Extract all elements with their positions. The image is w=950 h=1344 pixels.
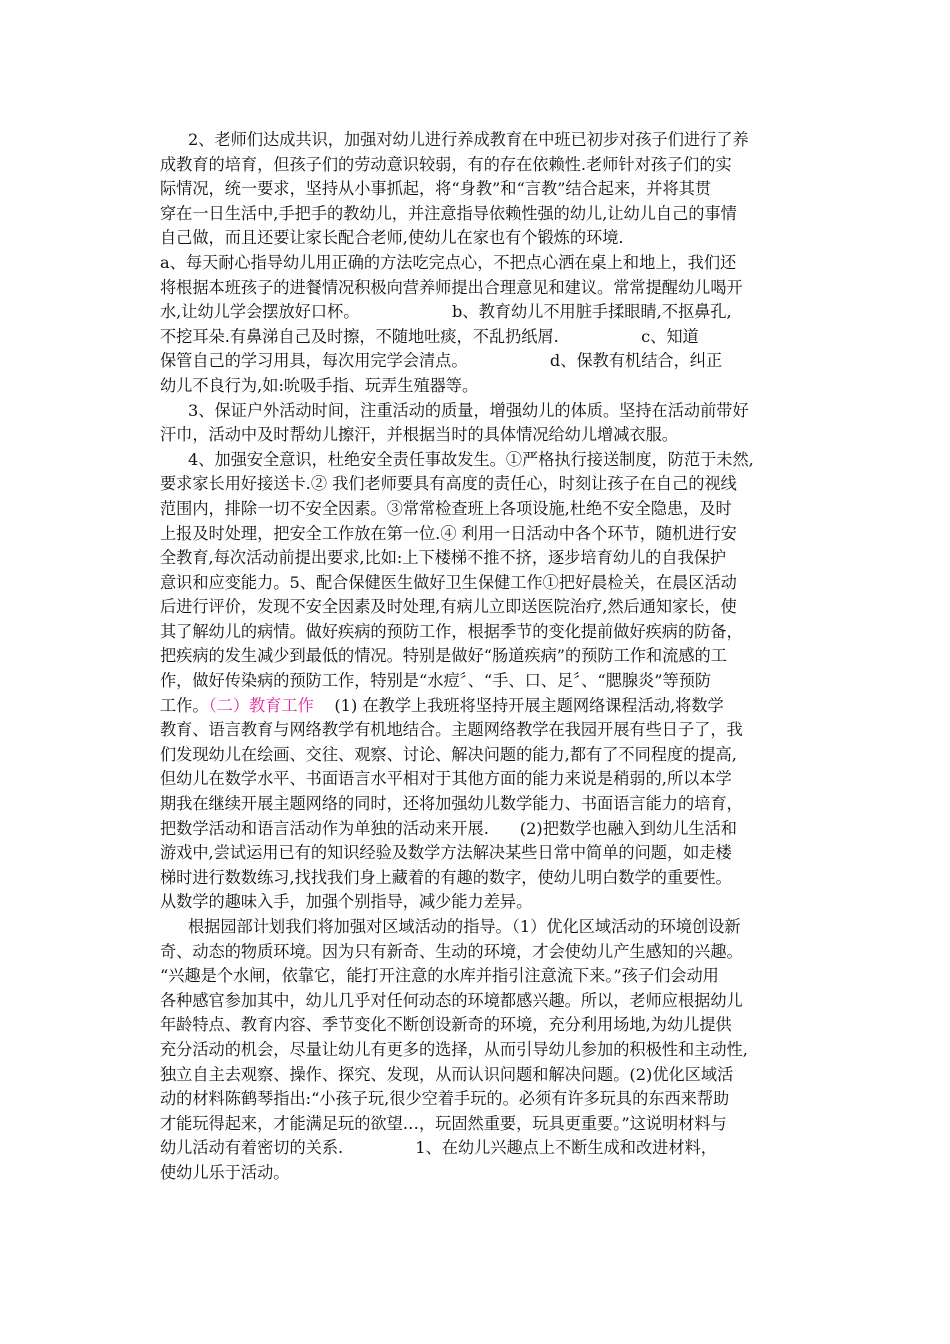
- text-line: 全教育,每次活动前提出要求,比如:上下楼梯不推不挤，逐步培育幼儿的自我保护: [160, 548, 727, 568]
- document-body: [160, 128, 810, 1186]
- text-segment: (1) 在教学上我班将坚持开展主题网络课程活动,将数学: [313, 695, 724, 715]
- text-line: 幼儿不良行为,如:吮吸手指、玩弄生殖器等。: [160, 375, 479, 395]
- text-line: 范围内，排除一切不安全因素。③常常检查班上各项设施,杜绝不安全隐患，及时: [160, 498, 732, 518]
- text-line: 充分活动的机会，尽量让幼儿有更多的选择，从而引导幼儿参加的积极性和主动性,: [160, 1039, 748, 1059]
- text-line: 使幼儿乐于活动。: [160, 1162, 290, 1182]
- text-segment: 工作。: [160, 695, 209, 715]
- text-line: 4、加强安全意识，杜绝安全责任事故发生。①严格执行接送制度，防范于未然,: [188, 449, 754, 469]
- text-line: 不挖耳朵.有鼻涕自己及时擦，不随地吐痰，不乱扔纸屑. c、知道: [160, 326, 699, 346]
- text-line: 奇、动态的物质环境。因为只有新奇、生动的环境，才会使幼儿产生感知的兴趣。: [160, 941, 743, 961]
- text-line: 际情况，统一要求，坚持从小事抓起，将“身教”和“言教”结合起来，并将其贯: [160, 179, 712, 199]
- text-line: 教育、语言教育与网络教学有机地结合。主题网络教学在我园开展有些日子了，我: [160, 720, 743, 740]
- text-line: a、每天耐心指导幼儿用正确的方法吃完点心，不把点心洒在桌上和地上，我们还: [160, 252, 737, 272]
- text-line: 梯时进行数数练习,找找我们身上藏着的有趣的数字，使幼儿明白数学的重要性。: [160, 867, 732, 887]
- text-line: 们发现幼儿在绘画、交往、观察、讨论、解决问题的能力,都有了不同程度的提高,: [160, 744, 737, 764]
- text-line: 期我在继续开展主题网络的同时，还将加强幼儿数学能力、书面语言能力的培育，: [160, 794, 743, 814]
- text-line: 从数学的趣味入手，加强个别指导，减少能力差异。: [160, 892, 533, 912]
- text-line: 成教育的培育，但孩子们的劳动意识较弱，有的存在依赖性.老师针对孩子们的实: [160, 154, 732, 174]
- text-line: 穿在一日生活中,手把手的教幼儿，并注意指导依赖性强的幼儿,让幼儿自己的事情: [160, 203, 737, 223]
- text-line: 水,让幼儿学会摆放好口杯。 b、教育幼儿不用脏手揉眼睛,不抠鼻孔,: [160, 302, 732, 322]
- text-line: 将根据本班孩子的进餐情况积极向营养师提出合理意见和建议。常常提醒幼儿喝开: [160, 277, 743, 297]
- text-line: 把疾病的发生减少到最低的情况。特别是做好“肠道疾病”的预防工作和流感的工: [160, 646, 727, 666]
- text-line: 意识和应变能力。5、配合保健医生做好卫生保健工作①把好晨检关，在晨区活动: [160, 572, 737, 592]
- text-line: 动的材料陈鹤琴指出:“小孩子玩,很少空着手玩的。必须有许多玩具的东西来帮助: [160, 1089, 730, 1109]
- text-line: 自己做，而且还要让家长配合老师,使幼儿在家也有个锻炼的环境.: [160, 228, 624, 248]
- text-line: 保管自己的学习用具，每次用完学会清点。 d、保教有机结合，纠正: [160, 351, 723, 371]
- text-line: 上报及时处理，把安全工作放在第一位.④ 利用一日活动中各个环节，随机进行安: [160, 523, 737, 543]
- text-line: 后进行评价，发现不安全因素及时处理,有病儿立即送医院治疗,然后通知家长，使: [160, 597, 737, 617]
- text-line: 根据园部计划我们将加强对区域活动的指导。（1）优化区域活动的环境创设新: [188, 917, 741, 936]
- text-line-with-heading: [160, 694, 810, 719]
- text-line: 作，做好传染病的预防工作，特别是“水痘〞、“手、口、足〞、“腮腺炎”等预防: [160, 671, 712, 691]
- text-line: 才能玩得起来，才能满足玩的欲望…，玩固然重要，玩具更重要。”这说明材料与: [160, 1113, 727, 1133]
- text-line: 把数学活动和语言活动作为单独的活动来开展. (2)把数学也融入到幼儿生活和: [160, 818, 737, 838]
- section-heading-education: （二）教育工作: [208, 695, 314, 715]
- text-line: 2、老师们达成共识，加强对幼儿进行养成教育在中班已初步对孩子们进行了养: [188, 130, 749, 149]
- text-line: “兴趣是个水闸，依靠它，能打开注意的水库并指引注意流下来。”孩子们会动用: [160, 966, 719, 986]
- text-line: 但幼儿在数学水平、书面语言水平相对于其他方面的能力来说是稍弱的,所以本学: [160, 769, 732, 789]
- text-line: 其了解幼儿的病情。做好疾病的预防工作，根据季节的变化提前做好疾病的防备，: [160, 621, 743, 641]
- text-line: 游戏中,尝试运用已有的知识经验及数学方法解决某些日常中简单的问题，如走楼: [160, 843, 732, 863]
- text-line: 幼儿活动有着密切的关系. 1、在幼儿兴趣点上不断生成和改进材料，: [160, 1138, 717, 1158]
- text-line: 各种感官参加其中，幼儿几乎对任何动态的环境都感兴趣。所以，老师应根据幼儿: [160, 990, 743, 1010]
- text-line: 独立自主去观察、操作、探究、发现，从而认识问题和解决问题。(2)优化区域活: [160, 1064, 734, 1084]
- text-line: 3、保证户外活动时间，注重活动的质量，增强幼儿的体质。坚持在活动前带好: [188, 400, 749, 420]
- text-line: 年龄特点、教育内容、季节变化不断创设新奇的环境，充分利用场地,为幼儿提供: [160, 1015, 732, 1035]
- text-line: 要求家长用好接送卡.② 我们老师要具有高度的责任心，时刻让孩子在自己的视线: [160, 474, 737, 494]
- text-line: 汗巾，活动中及时帮幼儿擦汗，并根据当时的具体情况给幼儿增减衣服。: [160, 425, 678, 445]
